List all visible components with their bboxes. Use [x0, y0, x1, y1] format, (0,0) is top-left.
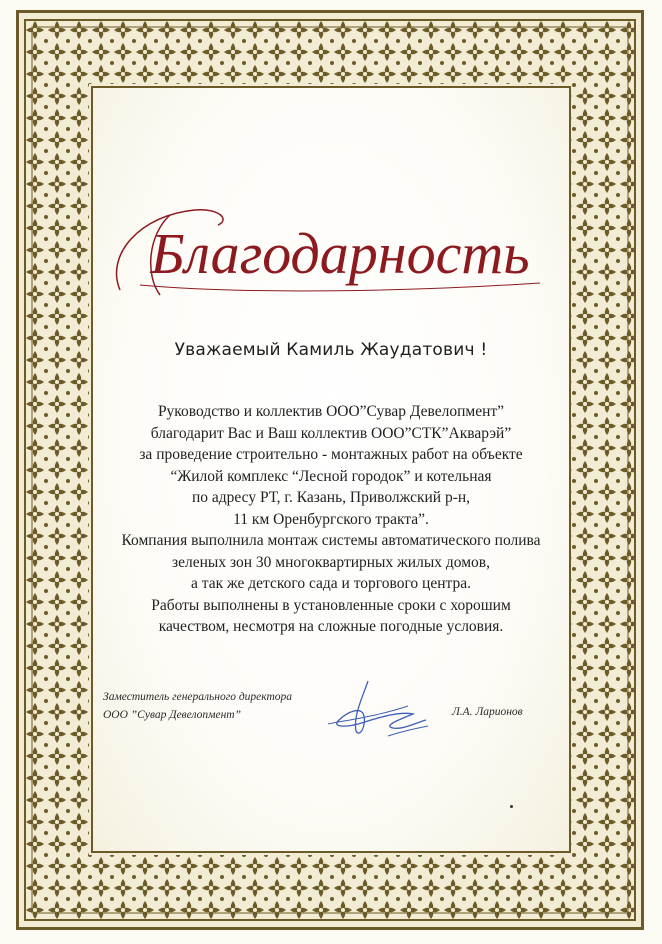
- body-line: “Жилой комплекс “Лесной городок” и котельная: [170, 467, 492, 485]
- body-line: качеством, несмотря на сложные погодные условия.: [158, 618, 504, 635]
- signatory-position-line2: ООО ”Сувар Девелопмент”: [103, 709, 241, 721]
- signatory-name: Л.А. Ларионов: [452, 706, 523, 718]
- body-line: Компания выполнила монтаж системы автоматического полива: [121, 532, 541, 549]
- title-text: Благодарность: [150, 221, 530, 286]
- body-line: 11 км Оренбургского тракта”.: [233, 510, 429, 528]
- body-line: благодарит Вас и Ваш коллектив ООО”СТК”Акварэй”: [150, 424, 512, 442]
- salutation: Уважаемый Камиль Жаудатович !: [174, 340, 488, 360]
- dot-mark: [510, 805, 513, 808]
- body-line: Работы выполнены в установленные сроки с хорошим: [151, 596, 511, 614]
- signatory-position: [103, 688, 292, 724]
- certificate-title: [100, 195, 562, 305]
- signatory-position-line1: Заместитель генерального директора: [103, 691, 293, 703]
- body-line: а так же детского сада и торгового центра.: [190, 575, 471, 592]
- body-line: за проведение строительно - монтажных работ на объекте: [139, 446, 523, 463]
- body-text: [90, 401, 572, 638]
- body-line: по адресу РТ, г. Казань, Приволжский р-н,: [191, 489, 471, 506]
- body-line: зеленых зон 30 многоквартирных жилых домов,: [172, 553, 490, 571]
- handwritten-signature-icon: [308, 676, 438, 746]
- body-line: Руководство и коллектив ООО”Сувар Девелопмент”: [157, 403, 505, 420]
